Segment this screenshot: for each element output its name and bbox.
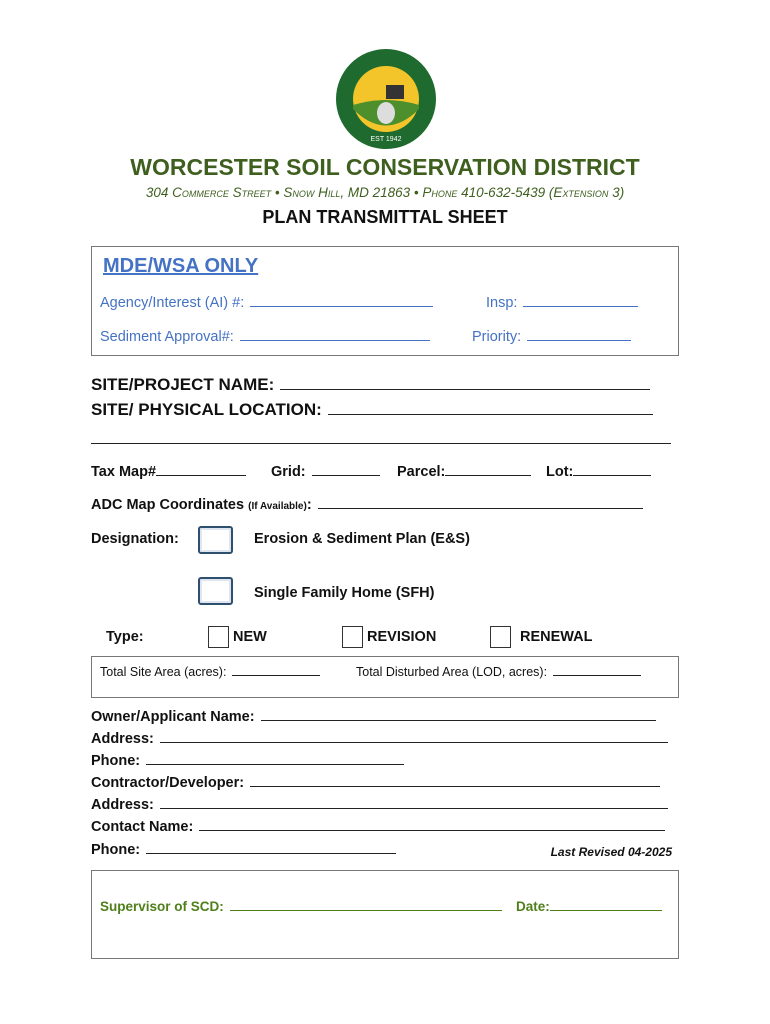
- designation-es-checkbox[interactable]: [198, 526, 233, 554]
- svg-text:EST 1942: EST 1942: [370, 136, 402, 143]
- contact-name-field[interactable]: [91, 819, 665, 835]
- type-revision-label: REVISION: [367, 629, 437, 645]
- contractor-phone-field[interactable]: [91, 842, 396, 858]
- adc-note: (If Available): [248, 501, 307, 512]
- adc-field[interactable]: [91, 497, 643, 513]
- date-label: Date:: [516, 899, 550, 914]
- contact-name-label: Contact Name:: [91, 819, 194, 835]
- grid-label: Grid:: [271, 464, 306, 480]
- insp-label: Insp:: [486, 295, 518, 311]
- site-name-field[interactable]: [91, 375, 650, 395]
- contractor-field[interactable]: [91, 775, 660, 791]
- priority-label: Priority:: [472, 329, 522, 345]
- supervisor-field[interactable]: [100, 899, 502, 914]
- type-renewal-label: RENEWAL: [520, 629, 593, 645]
- designation-sfh-checkbox[interactable]: [198, 577, 233, 605]
- designation-sfh-label: Single Family Home (SFH): [254, 585, 435, 601]
- designation-es-label: Erosion & Sediment Plan (E&S): [254, 531, 470, 547]
- total-site-area-field[interactable]: [100, 665, 320, 679]
- form-title: PLAN TRANSMITTAL SHEET: [262, 207, 508, 227]
- supervisor-section: [91, 870, 679, 959]
- lot-label: Lot:: [546, 464, 574, 480]
- sediment-approval-field[interactable]: [100, 329, 430, 345]
- priority-field[interactable]: [472, 329, 631, 345]
- owner-phone-field[interactable]: [91, 753, 404, 769]
- contractor-phone-label: Phone:: [91, 842, 141, 858]
- sediment-label: Sediment Approval#:: [100, 329, 234, 345]
- tax-map-label: Tax Map#: [91, 464, 157, 480]
- owner-name-label: Owner/Applicant Name:: [91, 709, 255, 725]
- designation-label: Designation:: [91, 531, 179, 547]
- type-label: Type:: [106, 629, 144, 645]
- agency-field[interactable]: [100, 295, 433, 311]
- site-location-line-2[interactable]: [91, 443, 671, 444]
- parcel-label: Parcel:: [397, 464, 446, 480]
- lot-field[interactable]: [546, 464, 651, 480]
- owner-address-field[interactable]: [91, 731, 668, 747]
- grid-field[interactable]: [271, 464, 380, 480]
- type-renewal-checkbox[interactable]: [490, 626, 511, 648]
- adc-label: ADC Map Coordinates: [91, 497, 245, 513]
- type-new-label: NEW: [233, 629, 267, 645]
- mde-wsa-section: [91, 246, 679, 356]
- district-seal-logo: [334, 47, 438, 156]
- site-location-label: SITE/ PHYSICAL LOCATION:: [91, 400, 322, 419]
- contractor-address-field[interactable]: [91, 797, 668, 813]
- site-location-field[interactable]: [91, 400, 653, 420]
- area-section: [91, 656, 679, 698]
- type-new-checkbox[interactable]: [208, 626, 229, 648]
- type-revision-checkbox[interactable]: [342, 626, 363, 648]
- total-site-area-label: Total Site Area (acres):: [100, 665, 227, 679]
- adc-colon: :: [306, 497, 312, 513]
- mde-heading: MDE/WSA ONLY: [103, 255, 259, 277]
- owner-address-label: Address:: [91, 731, 154, 747]
- tax-map-field[interactable]: [91, 464, 246, 480]
- district-address: 304 Commerce Street • Snow Hill, MD 21863 • Phone 410-632-5439 (Extension 3): [145, 185, 625, 200]
- agency-label: Agency/Interest (AI) #:: [100, 295, 245, 311]
- contractor-address-label: Address:: [91, 797, 154, 813]
- last-revised: Last Revised 04-2025: [550, 845, 672, 859]
- insp-field[interactable]: [486, 295, 638, 311]
- owner-phone-label: Phone:: [91, 753, 141, 769]
- owner-name-field[interactable]: [91, 709, 656, 725]
- parcel-field[interactable]: [397, 464, 531, 480]
- total-disturbed-area-label: Total Disturbed Area (LOD, acres):: [356, 665, 548, 679]
- district-title: WORCESTER SOIL CONSERVATION DISTRICT: [130, 154, 640, 180]
- supervisor-label: Supervisor of SCD:: [100, 899, 224, 914]
- contractor-label: Contractor/Developer:: [91, 775, 245, 791]
- date-field[interactable]: [516, 899, 662, 914]
- total-disturbed-area-field[interactable]: [356, 665, 641, 679]
- site-name-label: SITE/PROJECT NAME:: [91, 375, 275, 394]
